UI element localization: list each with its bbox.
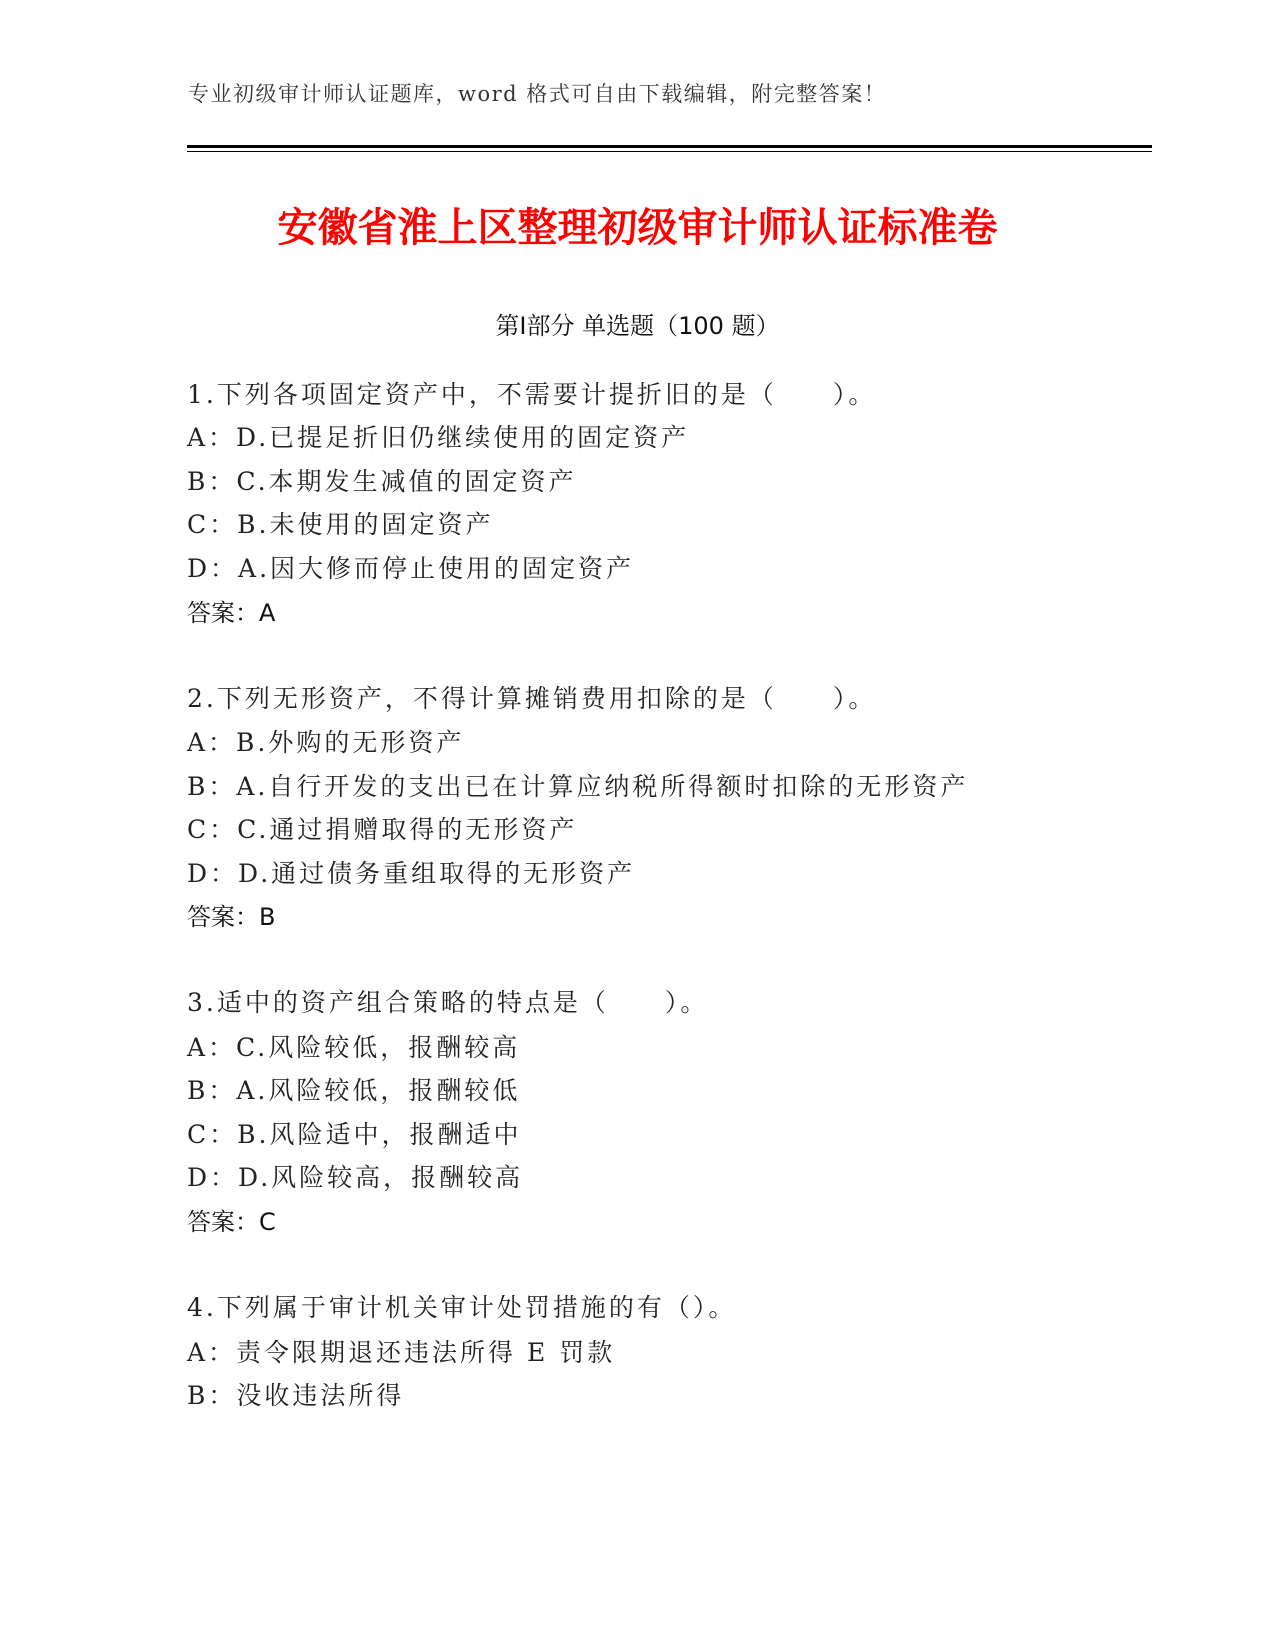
question-option: D：D.风险较高，报酬较高 [187,1163,524,1192]
question-answer: 答案：A [187,599,276,627]
question-stem: 3.适中的资产组合策略的特点是（ ）。 [187,988,709,1017]
question-answer: 答案：B [187,903,276,931]
question-option: D：A.因大修而停止使用的固定资产 [187,554,635,583]
question-option: C：C.通过捐赠取得的无形资产 [187,815,578,844]
document-title: 安徽省淮上区整理初级审计师认证标准卷 [277,205,998,251]
question-option: B：A.自行开发的支出已在计算应纳税所得额时扣除的无形资产 [187,772,969,801]
question-option: B：A.风险较低，报酬较低 [187,1076,521,1105]
question-option: C：B.风险适中，报酬适中 [187,1120,522,1149]
question-stem: 2.下列无形资产，不得计算摊销费用扣除的是（ ）。 [187,684,877,713]
question-option: A：D.已提足折旧仍继续使用的固定资产 [187,423,690,452]
question-option: A：C.风险较低，报酬较高 [187,1033,521,1062]
question-stem: 4.下列属于审计机关审计处罚措施的有（）。 [187,1293,737,1322]
question-option: C：B.未使用的固定资产 [187,510,494,539]
question-option: D：D.通过债务重组取得的无形资产 [187,859,636,888]
header-rule-thick [187,145,1152,148]
question-option: A：B.外购的无形资产 [187,728,465,757]
question-option: A：责令限期退还违法所得 E 罚款 [187,1338,616,1367]
section-heading: 第Ⅰ部分 单选题（100 题） [495,312,780,340]
question-option: B：没收违法所得 [187,1381,405,1410]
question-stem: 1.下列各项固定资产中，不需要计提折旧的是（ ）。 [187,380,877,409]
header-rule-thin [187,151,1152,152]
question-answer: 答案：C [187,1208,276,1236]
question-option: B：C.本期发生减值的固定资产 [187,467,577,496]
header-note: 专业初级审计师认证题库，word 格式可自由下载编辑，附完整答案！ [188,82,887,106]
